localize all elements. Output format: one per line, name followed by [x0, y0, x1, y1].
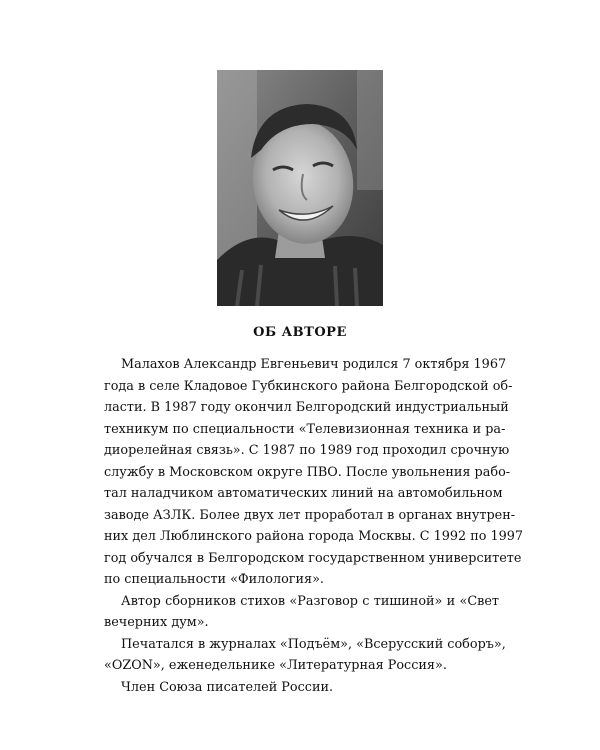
text-line: вечерних дум». — [104, 615, 209, 630]
text-line: года в селе Кладовое Губкинского района Белгородской об- — [104, 378, 513, 394]
text-line: Автор сборников стихов «Разговор с тишиной» и «Свет — [121, 593, 499, 609]
text-line: «OZON», еженедельнике «Литературная Россия». — [104, 658, 447, 673]
biography-text — [104, 354, 524, 698]
text-line: диорелейная связь». С 1987 по 1989 год проходил срочную — [104, 443, 510, 458]
section-heading: ОБ АВТОРЕ — [253, 325, 347, 340]
text-line: заводе АЗЛК. Более двух лет проработал в органах внутрен- — [104, 507, 516, 523]
author-portrait-icon — [217, 70, 383, 306]
text-line: службу в Московском округе ПВО. После увольнения рабо- — [104, 464, 511, 480]
text-line: тал наладчиком автоматических линий на автомобильном — [104, 486, 503, 501]
text-line: Член Союза писателей России. — [121, 679, 334, 695]
text-line: них дел Люблинского района города Москвы. С 1992 по 1997 — [104, 529, 524, 544]
text-line: по специальности «Филология». — [104, 572, 324, 587]
text-line: Печатался в журналах «Подъём», «Всерусский соборъ», — [121, 636, 506, 652]
text-line: Малахов Александр Евгеньевич родился 7 октября 1967 — [121, 357, 507, 372]
text-line: год обучался в Белгородском государственном университете — [104, 550, 522, 566]
text-line: ласти. В 1987 году окончил Белгородский индустриальный — [104, 400, 509, 415]
text-line: техникум по специальности «Телевизионная техника и ра- — [104, 421, 506, 437]
